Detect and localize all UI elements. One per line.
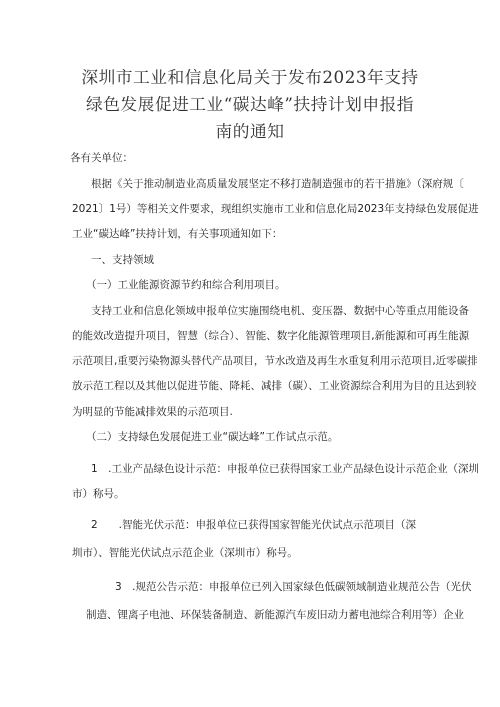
body-line: 根据《关于推动制造业高质量发展坚定不移打造制造强市的若干措施》（深府规〔 — [91, 178, 464, 190]
list-item-line: 1 .工业产品绿色设计示范：申报单位已获得国家工业产品绿色设计示范企业（深圳 — [91, 463, 480, 475]
body-line: 2021〕1号）等相关文件要求，现组织实施市工业和信息化局2023年支持绿色发展促进 — [72, 203, 479, 215]
body-line: 工业“碳达峰”扶持计划，有关事项通知如下： — [72, 228, 283, 240]
document-title-line-1: 深圳市工业和信息化局关于发布2023年支持 — [81, 67, 419, 87]
subsection-heading: （二）支持绿色发展促进工业“碳达峰”工作试点示范。 — [86, 431, 339, 443]
body-line: 放示范工程以及其他以促进节能、降耗、减排（碳）、工业资源综合利用为目的且达到较 — [72, 380, 477, 392]
body-line: 为明显的节能减排效果的示范项目. — [72, 406, 233, 418]
section-heading: 一、支持领域 — [91, 254, 154, 266]
subsection-heading: （一）工业能源资源节约和综合利用项目。 — [86, 279, 286, 291]
body-line: 支持工业和信息化领域申报单位实施围绕电机、变压器、数据中心等重点用能设备 — [91, 305, 469, 317]
list-item-line: 制造、锂离子电池、环保装备制造、新能源汽车废旧动力蓄电池综合利用等）企业 — [86, 609, 464, 621]
list-item-line: 市）称号。 — [72, 488, 125, 500]
list-item-line: 3 .规范公告示范：申报单位已列入国家绿色低碳领域制造业规范公告（光伏 — [115, 581, 472, 593]
body-line: 的能效改造提升项目，智慧（综合）、智能、数字化能源管理项目,新能源和可再生能源 — [72, 330, 470, 342]
list-item-line: 圳市）、智能光伏试点示范企业（深圳市）称号。 — [72, 547, 298, 559]
salutation: 各有关单位： — [70, 152, 133, 164]
body-line: 示范项目,重要污染物源头替代产品项目，节水改造及再生水重复利用示范项目,近零碳排 — [72, 355, 478, 367]
document-title-line-2: 绿色发展促进工业“碳达峰”扶持计划申报指 — [85, 94, 415, 114]
list-item-line: 2 .智能光伏示范：申报单位已获得国家智能光伏试点示范项目（深 — [91, 519, 417, 531]
document-title-line-3: 南的通知 — [215, 121, 285, 141]
